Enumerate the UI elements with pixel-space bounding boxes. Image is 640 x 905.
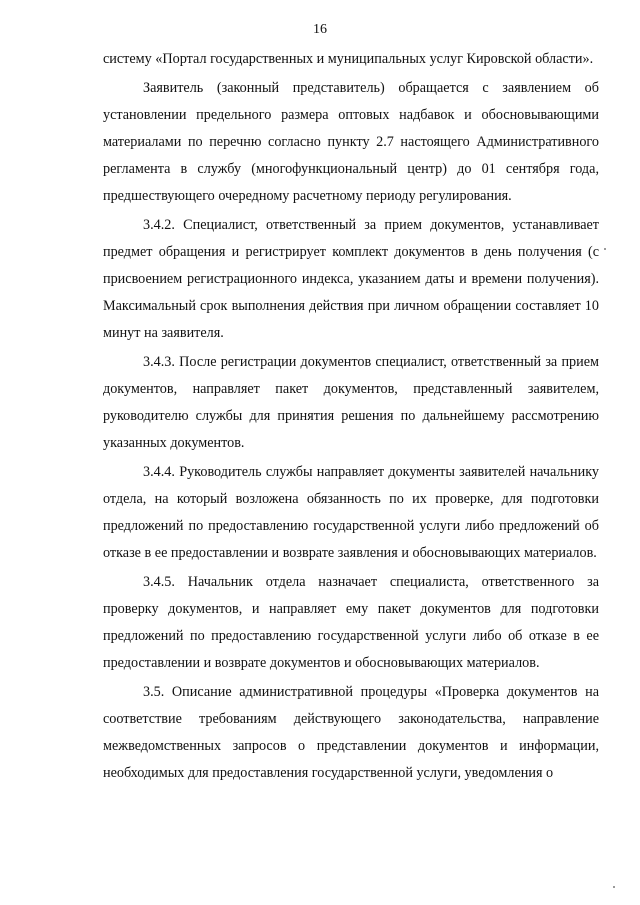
scan-speck: [613, 886, 615, 888]
paragraph-portal-continuation: систему «Портал государственных и муниципальных услуг Кировской области».: [103, 51, 594, 67]
scan-speck: [604, 248, 606, 250]
paragraph-3-4-3: 3.4.3. После регистрации документов специалист, ответственный за прием документов, направляет пакет документов, представленный заявителем, руководителю службы для принятия решения по дальнейшему рассмотрению указанных документов.: [103, 354, 599, 451]
paragraph-3-4-2: 3.4.2. Специалист, ответственный за прием документов, устанавливает предмет обращения и регистрирует комплект документов в день получения (с присвоением регистрационного индекса, указанием даты и времени получения). Максимальный срок выполнения действия при личном обращении составляет 10 минут на заявителя.: [103, 217, 599, 341]
page-number: 16: [313, 22, 327, 37]
paragraph-3-5: 3.5. Описание административной процедуры «Проверка документов на соответствие требованиям действующего законодательства, направление межведомственных запросов о представлении документов и информации, необходимых для предоставления государственной услуги, уведомления о: [103, 684, 599, 781]
paragraph-3-4-5: 3.4.5. Начальник отдела назначает специалиста, ответственного за проверку документов, и направляет ему пакет документов для подготовки предложений по предоставлению государственной услуги либо об отказе в ее предоставлении и возврате документов и обосновывающих материалов.: [103, 574, 599, 671]
document-body: [103, 46, 599, 787]
paragraph-3-4-4: 3.4.4. Руководитель службы направляет документы заявителей начальнику отдела, на который возложена обязанность по их проверке, для подготовки предложений по предоставлению государственной услуги либо предложений об отказе в ее предоставлении и возврате заявления и обосновывающих материалов.: [103, 464, 599, 561]
paragraph-applicant-submission: Заявитель (законный представитель) обращается с заявлением об установлении предельного размера оптовых надбавок и обосновывающими материалами по перечню согласно пункту 2.7 настоящего Административного регламента в службу (многофункциональный центр) до 01 сентября года, предшествующего очередному расчетному периоду регулирования.: [103, 80, 599, 204]
